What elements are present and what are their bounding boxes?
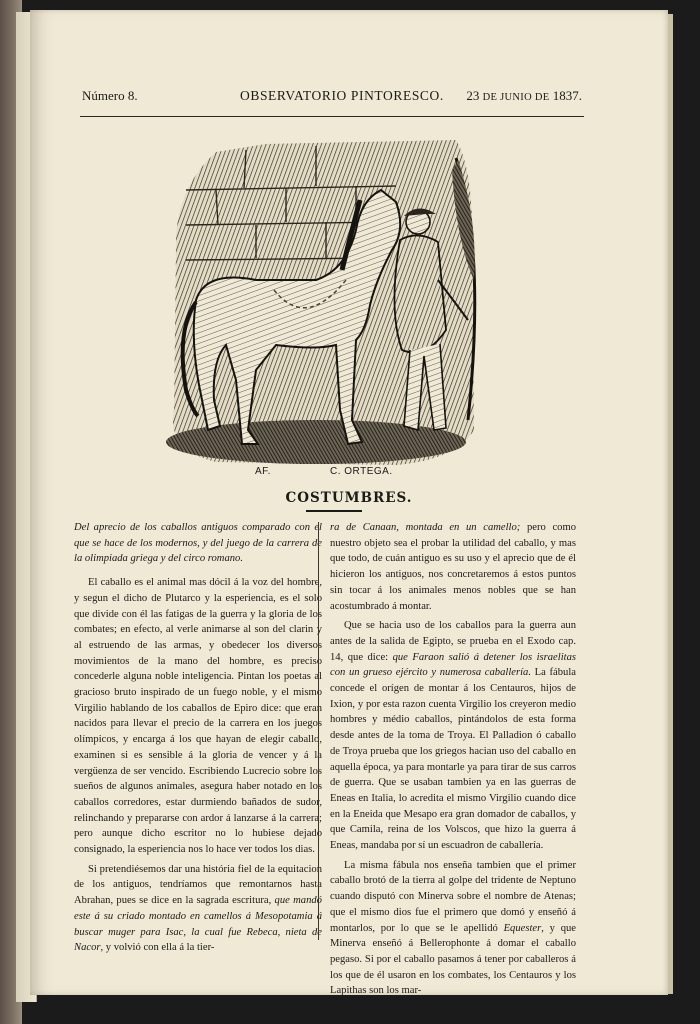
- artist-credit: C. ORTEGA.: [330, 466, 393, 477]
- right-column: [330, 520, 576, 999]
- paragraph: [74, 862, 322, 956]
- paragraph-text: , y que Minerva enseñó á Bellerophonte á domar el caballo pegaso. Si por el caballo pasamos á tener por caballeros á los que de él usaron en los combates, los Centauros y los Lapithas son los mar-: [330, 922, 577, 997]
- page-stack-edge: [668, 14, 673, 994]
- paragraph: [330, 520, 576, 614]
- paragraph-text: Que se hacia uso de los caballos para la guerra aun antes de la salida de Egipto, se prueba en el Exodo cap. 14, que dice:: [330, 620, 576, 663]
- italic-quote: ra de Canaan, montada en un camello;: [330, 522, 521, 533]
- paragraph-text: , y volvió con ella á la tier-: [100, 942, 215, 954]
- paragraph: [330, 618, 576, 854]
- italic-quote: que mandó este á su criado montado en camellos á Mesopotamia á buscar muger para Isac, la cual fue Rebeca, nieta de Nacor: [74, 895, 322, 954]
- publication-title: OBSERVATORIO PINTORESCO.: [240, 88, 444, 103]
- issue-number: Número 8.: [82, 88, 138, 103]
- engraver-credit: AF.: [255, 466, 271, 477]
- italic-term: Equester: [503, 922, 542, 934]
- title-underline: [306, 510, 362, 512]
- left-column: [74, 520, 322, 956]
- paragraph: [330, 858, 576, 999]
- date-words: DE JUNIO DE: [482, 92, 550, 103]
- paragraph-text: Si pretendiésemos dar una história fiel de la equitacion de los antiguos, tendríamos que remontarnos hasta Abrahan, pues se dice en la sagrada escritura,: [74, 863, 322, 907]
- paragraph-text: La misma fábula nos enseña tambien que el primer caballo brotó de la tierra al golpe del tridente de Neptuno cuando disputó con Minerva sobre el nombre de Atenas; que el mismo dios fue el primero que domó y enseñó á montarlos, por lo que se le apellidó: [330, 859, 576, 934]
- paragraph-text: pero como nuestro objeto sea el probar la utilidad del caballo, y mas que todo, de cuán antiguo es su uso y el aprecio que de él hicieron los antiguos, nos concretaremos á estos puntos sin tocar á los animales menos nobles que se han acostumbrado á montar.: [330, 522, 576, 612]
- paragraph-text: La fábula concede el orígen de montar á los Centauros, hijos de Ixion, y por esta razon cuenta Virgilio los creyeron medio hombres y médio caballos, pintándolos de esta forma desde antes de la toma de Troya. El Palladion ó caballo de Troya prueba que los griegos hacian uso del caballo en aquella época, ya para montarle ya para tirar de sus carros de guerra. Que se usaban tambien ya en las guerras de Eneas en Italia, lo acredita el mismo Virgilio cuando dice en la Eneida que Mesapo era gran domador de caballos, y que Camila, reina de los Volscos, que hizo la guerra á Eneas, mandaba por sí un escuadron de caballería.: [330, 667, 576, 852]
- page-header: [82, 88, 582, 110]
- column-divider: [318, 522, 319, 940]
- header-rule: [80, 116, 584, 117]
- newspaper-page: [30, 10, 668, 995]
- date-day: 23: [466, 88, 480, 103]
- date-year: 1837.: [552, 88, 582, 103]
- horse-engraving: [156, 130, 478, 480]
- issue-date: [466, 88, 582, 104]
- article-subtitle: Del aprecio de los caballos antiguos comparado con el que se hace de los modernos, y del juego de la carrera de la olimpiada griega y del circo romano.: [74, 522, 322, 565]
- italic-quote: que Faraon salió á detener los israelitas con un grueso ejército y numerosa caballería.: [330, 651, 577, 679]
- section-title: COSTUMBRES.: [285, 490, 413, 506]
- paragraph: El caballo es el animal mas dócil á la voz del hombre, y segun el dicho de Plutarco y la esperiencia, es el solo que divide con él las fatigas de la guerra y la gloria de los combates; en efecto, al verle animarse al son del clarin y al estruendo de las armas, y obedecer los diversos movimientos de la mano del hombre, es preciso concederle alguna noble inteligencia. Pintan los poetas al gracioso bruto inspirado de un fuego noble, y el mismo Virgilio hablando de los caballos de Epiro dice: que eran nacidos para llevar el precio de la carrera en los juegos olímpicos, y encarga á los que hayan de elegir caballo, examinen si es sensible á la gloria de vencer y á la vergüenza de ser vencido. Escribiendo Lucrecio sobre los sueños de algunos animales, asegura haber notado en los caballos corredores, estar durmiendo bañados de sudor, relinchando y prepararse con ardor á lanzarse á la carrera; pero aunque dicho escritor no lo hubiese dejado consignado, la esperiencia nos lo hace ver todos los dias.: [74, 577, 322, 856]
